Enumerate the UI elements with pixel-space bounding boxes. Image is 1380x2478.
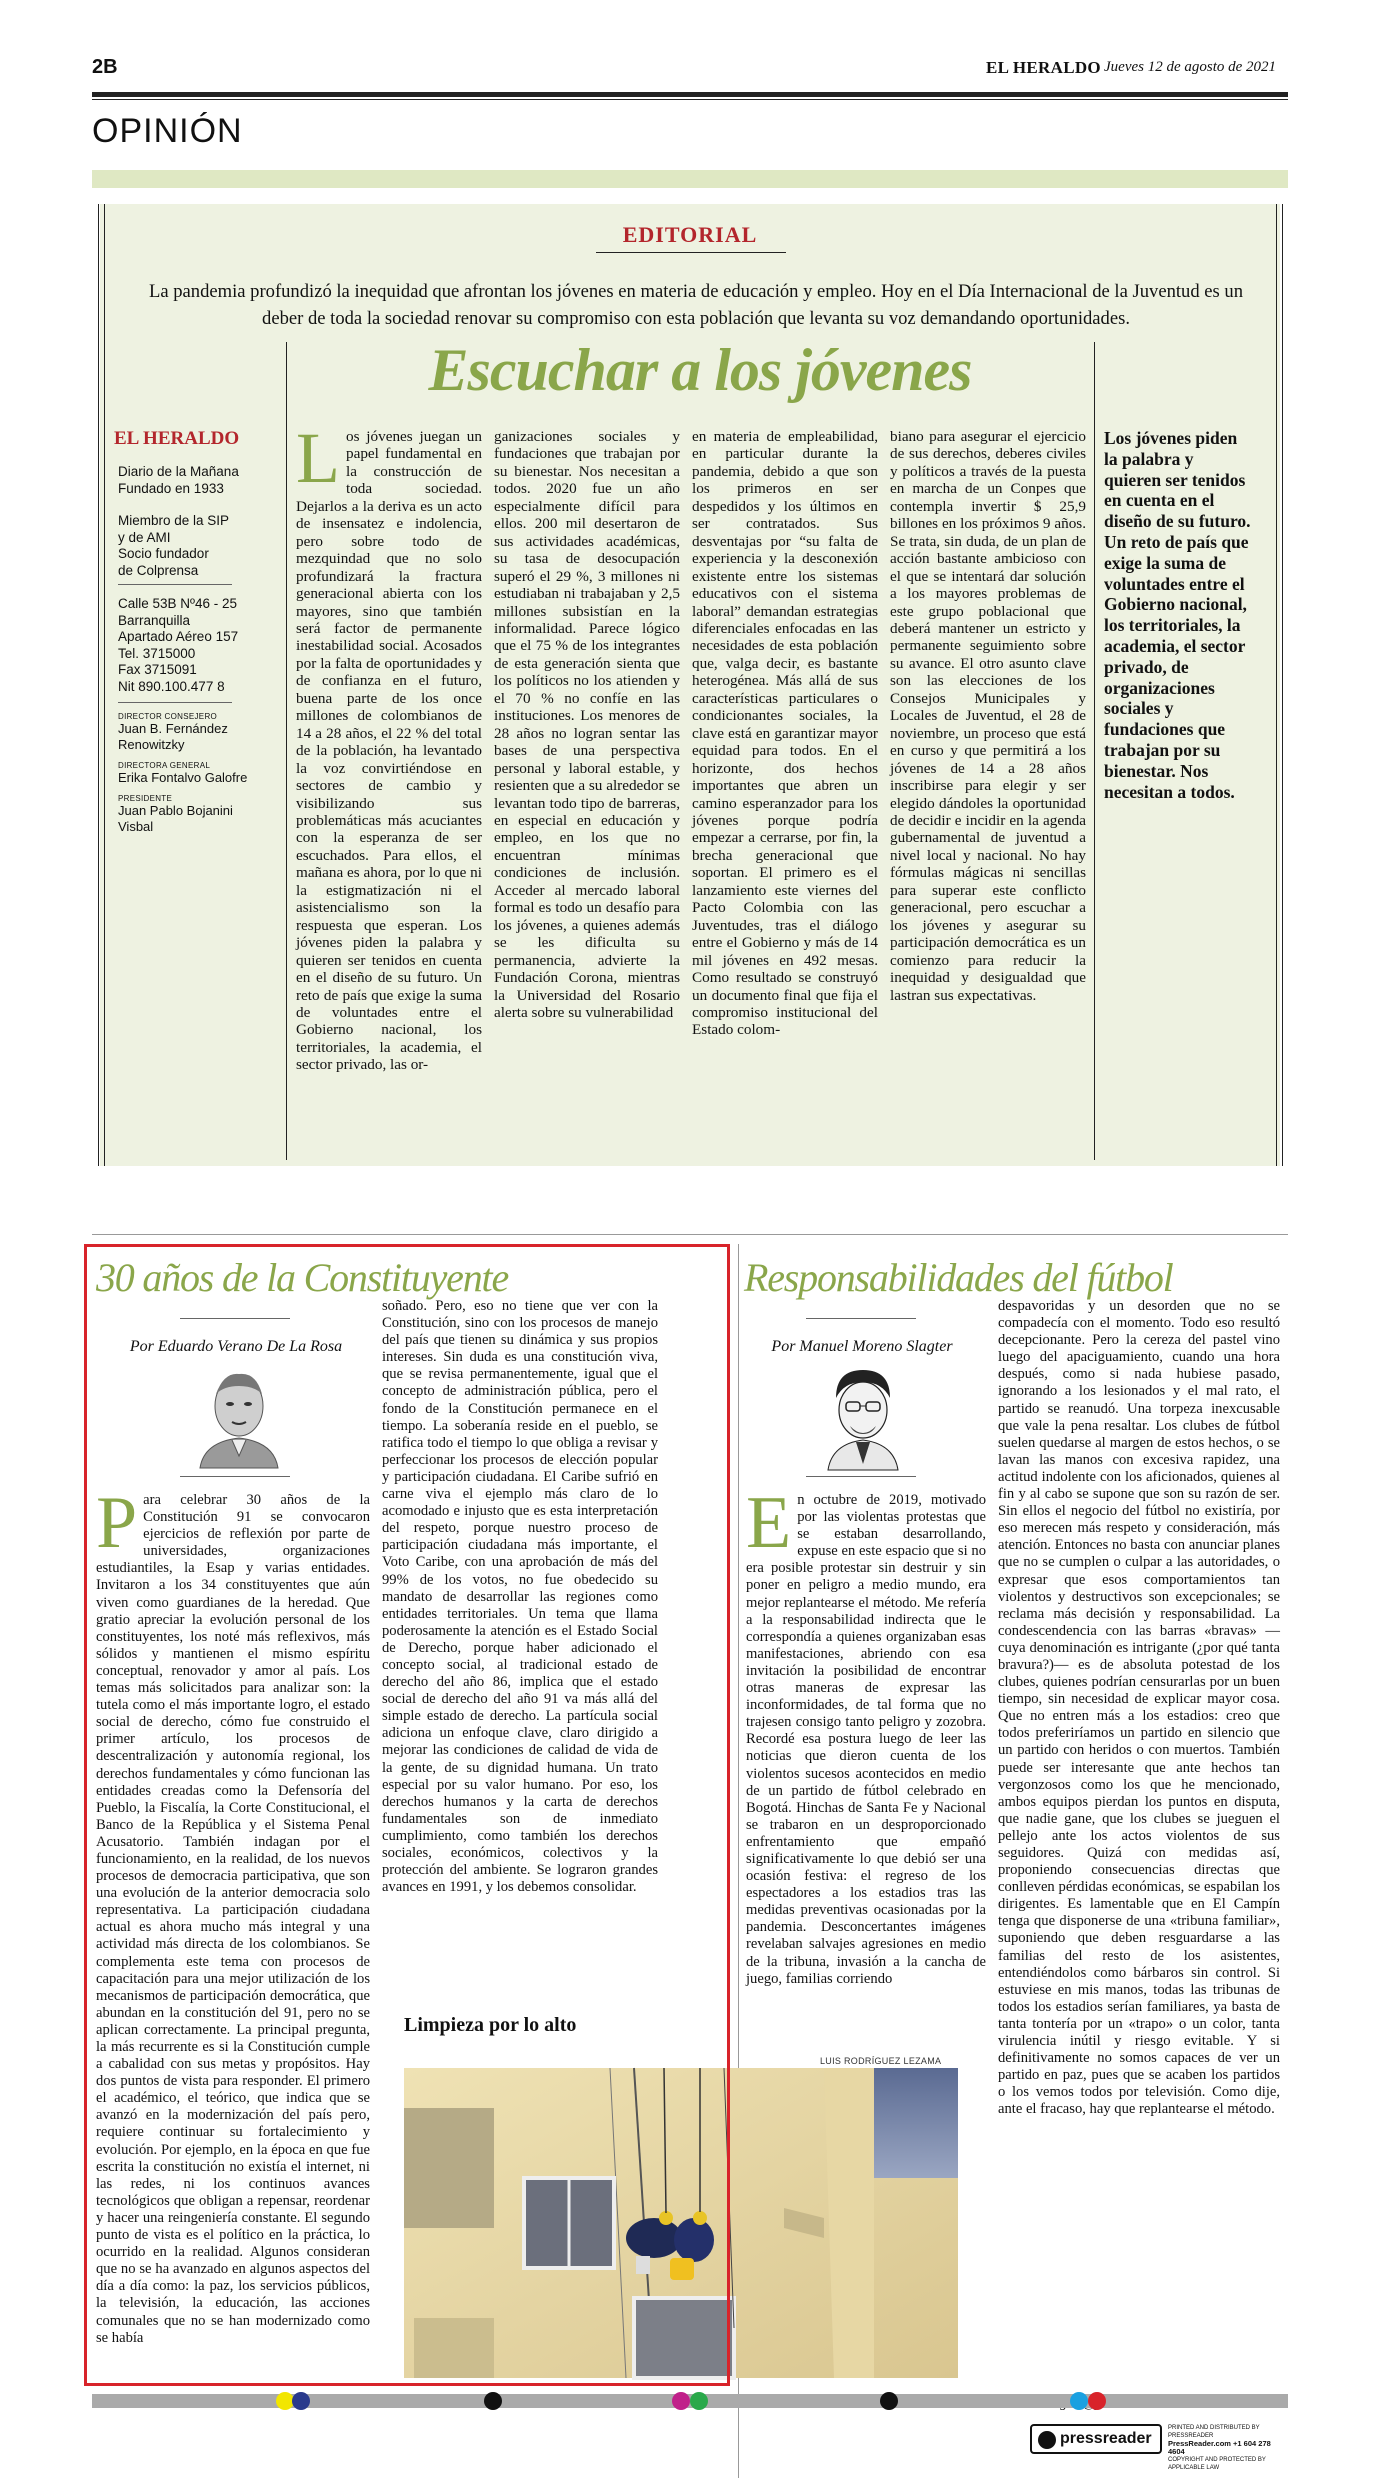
editorial-vrule-left [286,342,287,1160]
byline-rule [806,1318,916,1319]
masthead-divider [118,584,232,585]
staff-role: DIRECTORA GENERAL [118,761,211,770]
masthead-line: Apartado Aéreo 157 [118,629,239,644]
masthead-line: Fundado en 1933 [118,480,224,496]
staff-name: Erika Fontalvo Galofre [118,770,248,785]
header-date: Jueves 12 de agosto de 2021 [1104,59,1277,75]
registration-dot-black [484,2392,502,2410]
byline-rule [806,1476,916,1477]
editorial-title: Escuchar a los jóvenes [428,337,972,403]
column-left-byline: Por Eduardo Verano De La Rosa [129,1338,343,1355]
column-right-col-1-text: n octubre de 2019, motivado por las violentas protestas que se estaban desarrollando, expuse en este espacio que si no era posible protestar sin destruir y sin poner en peligro a medio mundo, era mejor replantearse el método. Me refería a la responsabilidad indirecta que le correspondía a quienes organizaban esas manifestaciones, abriendo con esa invitación la posibilidad de encontrar otras maneras de expresar las inconformidades, de tal forma que no trajesen consigo tanto peligro y zozobra. Recordé esa postura luego de leer las noticias que dieron cuenta de los violentos sucesos acontecidos en medio de un partido de fútbol celebrado en Bogotá. Hinchas de Santa Fe y Nacional se trabaron en un desproporcionado enfrentamiento que empañó significativamente lo que debió ser una ocasión festiva: el regreso de los espectadores a los estadios tras las medidas preventivas ocasionadas por la pandemia. Desconcertantes imágenes revelaban salvajes agresiones en medio de la tribuna, invasión a la cancha de juego, familias corriendo [746,1492,986,1987]
editorial-col-3: en materia de empleabilidad, en particular durante la pandemia, debido a que son los primeros en ser despedidos y los últimos en ser contratados. Sus desventajas por “su falta de experiencia y la desconexión existente entre los sistemas educativos con el sistema laboral” demandan estrategias diferenciales enfocadas en las necesidades de esta población que, valga decir, es bastante heterogénea. Más allá de sus características particulares o condicionantes sociales, la clave está en garantizar mayor equidad para todos. En el horizonte, dos hechos importantes que abren un camino esperanzador para los jóvenes porque podría empezar a cerrarse, por fin, la brecha generacional que soportan. El primero es el lanzamiento este viernes del Pacto Colombia con las Juventudes, tras el diálogo entre el Gobierno y más de 14 mil jóvenes en 492 mesas. Como resultado se construyó un documento final que fija el compromiso institucional del Estado colom- [692,428,878,1039]
section-separator [92,1234,1288,1235]
masthead-line: Nit 890.100.477 8 [118,678,225,694]
column-right-col-1: En octubre de 2019, motivado por las violentas protestas que se estaban desarrollando, expuse en este espacio que si no era posible protestar sin destruir y sin poner en peligro a medio mundo, era mejor replantearse el método. Me refería a la responsabilidad indirecta que le correspondía a quienes organizaban esas manifestaciones, abriendo con esa invitación la posibilidad de encontrar otras maneras de expresar las inconformidades, de tal forma que no trajesen consigo tanto peligro y zozobra. Recordé esa postura luego de leer las noticias que dieron cuenta de los violentos sucesos acontecidos en medio de un partido de fútbol celebrado en Bogotá. Hinchas de Santa Fe y Nacional se trabaron en un desproporcionado enfrentamiento que empañó significativamente lo que debió ser una ocasión festiva: el regreso de los espectadores a los estadios tras las medidas preventivas ocasionadas por la pandemia. Desconcertantes imágenes revelaban salvajes agresiones en medio de la tribuna, invasión a la cancha de juego, familias corriendo [746,1482,986,1987]
masthead-block-2 [118,596,238,695]
footer-copyright: COPYRIGHT AND PROTECTED BY APPLICABLE LAW [1168,2457,1266,2471]
footer-url: PressReader.com +1 604 278 4604 [1168,2439,1271,2456]
photo-credit: LUIS RODRÍGUEZ LEZAMA [820,2056,942,2066]
masthead-divider [118,702,232,703]
pressreader-icon [1038,2431,1056,2449]
pressreader-badge [1030,2424,1162,2454]
masthead-line: Socio fundador [118,546,209,561]
masthead-line: y de AMI [118,529,171,545]
staff-role: DIRECTOR CONSEJERO [118,712,218,721]
registration-dot-cyan [1070,2392,1088,2410]
registration-dot-red [1088,2392,1106,2410]
panel-border-left [98,204,99,1166]
editorial-vrule-right [1094,342,1095,1160]
editorial-col-1-text: os jóvenes juegan un papel fundamental en la construcción de toda sociedad. Dejarlos a la deriva es un acto de insensatez e indolencia, pero sobre todo de mezquindad que no solo profundizará la fractura generacional abierta con los mayores, sino que también será factor de permanente inestabilidad social. Acosados por la falta de oportunidades y de confianza en el futuro, buena parte de los once millones de colombianos de 14 a 28 años, el 22 % del total de la población, ha levantado la voz convirtiéndose en sectores de cambio y visibilizando sus problemáticas más acuciantes con la esperanza de ser escuchados. Para ellos, el mañana es ahora, por lo que ni la estigmatización ni el asistencialismo son la respuesta que esperan. Los jóvenes piden la palabra y quieren ser tenidos en cuenta en el diseño de su futuro. Un reto de país que exige la suma de voluntades entre el Gobierno nacional, los territoriales, la academia, el sector privado, las or- [296,428,482,1074]
masthead-line: de Colprensa [118,562,199,578]
column-left-title: 30 años de la Constituyente [96,1255,508,1300]
column-left-col-2: soñado. Pero, eso no tiene que ver con la Constitución, sino con los procesos de manejo del país que tienen su dinámica y sus propios intereses. Sin duda es una constitución viva, que se revisa permanentemente, igual que el concepto de administración pública, pero el fondo de la Constitución permanece en el tiempo. La soberanía reside en el pueblo, se ratifica todo el tiempo lo que obliga a revisar y perfeccionar los procesos de elección popular y participación ciudadana. El Caribe sufrió en carne viva el ejemplo más claro de lo acomodado e injusto que es esta interpretación del respeto, porque nuestro proceso de participación ciudadana más importante, el Voto Caribe, con una aprobación de más del 99% de los votos, no fue obedecido su mandato de desarrollar las regiones como entidades territoriales. Un tema que llama poderosamente la atención es el Estado Social de Derecho, porque haber adicionado el concepto social, al tradicional estado de derecho del año 86, implica que el estado social de derecho del año 91 va más allá del simple estado de derecho. La partícula social adiciona un enfoque clave, claro dirigido a mejorar las condiciones de calidad de vida de la gente, de su dignidad humana. Un trato especial por su valor humano. Por eso, los derechos humanos y la carta de derechos fundamentales son de inmediato cumplimiento, como también los derechos sociales, económicos, colectivos y la protección del ambiente. Se lograron grandes avances en 1991, y los debemos consolidar. [382,1298,658,1896]
editorial-pullquote: Los jóvenes piden la palabra y quieren ser tenidos en cuenta en el diseño de su futuro. Un reto de país que exige la suma de voluntades entre el Gobierno nacional, los territoriales, la academia, el sector privado, de organizaciones sociales y fundaciones que trabajan por su bienestar. Nos necesitan a todos. [1104,428,1251,802]
section-band [92,170,1288,188]
staff-name: Juan Pablo Bojanini Visbal [118,803,233,834]
kicker-underline [596,252,786,253]
editorial-col-1: Los jóvenes juegan un papel fundamental en la construcción de toda sociedad. Dejarlos a la deriva es un acto de insensatez e indolencia, pero sobre todo de mezquindad que no solo profundizará la fractura generacional abierta con los mayores, sino que también será factor de permanente inestabilidad social. Acosados por la falta de oportunidades y de confianza en el futuro, buena parte de los once millones de colombianos de 14 a 28 años, el 22 % del total de la población, ha levantado la voz convirtiéndose en sectores de cambio y visibilizando sus problemáticas más acuciantes con la esperanza de ser escuchados. Para ellos, el mañana es ahora, por lo que ni la estigmatización ni el asistencialismo son la respuesta que esperan. Los jóvenes piden la palabra y quieren ser tenidos en cuenta en el diseño de su futuro. Un reto de país que exige la suma de voluntades entre el Gobierno nacional, los territoriales, la academia, el sector privado, las or- [296,418,482,1074]
footer-print-note [1168,2424,1280,2472]
column-left-col-1: Para celebrar 30 años de la Constitución 91 se convocaron ejercicios de reflexión por parte de universidades, organizaciones estudiantiles, la Esap y varias entidades. Invitaron a los 34 constituyentes que aún viven como guardianes de la heredad. Que gratio apreciar la evolución personal de los constituyentes, los noté más reflexivos, más sólidos y mantienen el mismo espíritu conceptual, renovador y amor al país. Los temas más solicitados para analizar son: la tutela como el más importante logro, el estado social de derecho, cómo fue construido el primer artículo, los procesos de descentralización y autonomía regional, los derechos fundamentales y cómo funcionan las entidades creadas como la Defensoría del Pueblo, la Fiscalía, la Corte Constitucional, el Banco de la República y el Sistema Penal Acusatorio. También indagan por el funcionamiento, en la realidad, de los nuevos procesos de democracia participativa, que son una evolución de la anterior democracia solo representativa. La participación ciudadana actual es ahora mucho más integral y una actividad más directa de los colombianos. Se complementa este tema con procesos de capacitación para una mejor utilización de los mecanismos de participación democrática, que abundan en la constitución del 91, pero no se aplican correctamente. La principal pregunta, la más recurrente es si la Constitución cumple a cabalidad con sus metas y propósitos. Hay dos puntos de vista para responder. El primero el académico, el teórico, que indica que se avanzó en la modernización del país pero, requiere continuar su fortalecimiento y evolución. Por ejemplo, en la época en que fue escrita la constitución no existía el internet, ni las redes, ni los continuos avances tecnológicos que obligan a repensar, reordenar y hacer una reingeniería constante. El segundo punto de vista es el político en la práctica, lo ocurrido en la realidad. Algunos consideran que no se ha avanzado en algunos aspectos del día a día como: la paz, los servicios públicos, la televisión, la educación, las acciones comunales que no se han modernizado como se había [96,1482,370,2346]
staff-name: Juan B. Fernández Renowitzky [118,721,228,752]
pressreader-brand: pressreader [1060,2430,1152,2447]
masthead-line: Fax 3715091 [118,662,197,677]
panel-border-right2 [1282,204,1283,1166]
panel-border-right [1276,204,1277,1166]
column-right-title: Responsabilidades del fútbol [744,1255,1173,1300]
header-paper-name: EL HERALDO [986,58,1101,77]
page-number: 2B [92,56,118,78]
masthead-block-1 [118,464,239,579]
registration-dot-blue [292,2392,310,2410]
panel-border-left2 [104,204,105,1166]
photo-title: Limpieza por lo alto [404,2014,577,2036]
masthead-line: Diario de la Mañana [118,464,239,479]
editorial-kicker: EDITORIAL [622,222,758,247]
footer-print-note-text: PRINTED AND DISTRIBUTED BY PRESSREADER [1168,2425,1260,2439]
column-right-byline: Por Manuel Moreno Slagter [771,1338,953,1355]
editorial-lead: La pandemia profundizó la inequidad que afrontan los jóvenes en materia de educación y empleo. Hoy en el Día Internacional de la Juventud es un deber de toda la sociedad renovar su compromiso con esta población que levanta su voz demandando oportunidades. [148,281,1244,329]
highlight-box [84,1244,730,2386]
masthead-logo: EL HERALDO [114,428,240,449]
masthead-staff [118,712,278,835]
masthead-line: Miembro de la SIP [118,513,230,528]
editorial-col-4: biano para asegurar el ejercicio de sus derechos, deberes civiles y políticos a través de la puesta en marcha de un Conpes que contempla invertir $ 25,9 billones en los próximos 9 años. Se trata, sin duda, de un plan de acción bastante ambicioso con el que se intentará dar solución a los mayores problemas de este grupo poblacional que deberá mantener un estricto y permanente seguimiento sobre su avance. El otro asunto clave son las elecciones de los Consejos Municipales y Locales de Juventud, el 28 de noviembre, un proceso que está en curso y que permitirá a los jóvenes de 14 a 28 años inscribirse para elegir y ser elegido dándoles la oportunidad de decidir e incidir en la agenda gubernamental de juventud a nivel local y nacional. No hay fórmulas mágicas ni sencillas para superar este conflicto generacional, pero escuchar a los jóvenes y asegurar su participación democrática es un comienzo para reducir la inequidad y desigualdad que lastran sus expectativas. [890,428,1086,1004]
registration-dot-black [880,2392,898,2410]
masthead-line: Barranquilla [118,612,191,628]
header-rule-thick [92,92,1288,97]
staff-role: PRESIDENTE [118,794,173,803]
masthead-line: Tel. 3715000 [118,645,196,661]
section-title: OPINIÓN [92,112,243,150]
registration-dot-green [690,2392,708,2410]
registration-dot-magenta [672,2392,690,2410]
author-portrait-moreno [822,1364,904,1470]
column-left-col-1-text: ara celebrar 30 años de la Constitución 91 se convocaron ejercicios de reflexión por parte de universidades, organizaciones estudiantiles, la Esap y varias entidades. Invitaron a los 34 constituyentes que aún viven como guardianes de la heredad. Que gratio apreciar la evolución personal de los constituyentes, los noté más reflexivos, más sólidos y mantienen el mismo espíritu conceptual, renovador y amor al país. Los temas más solicitados para analizar son: la tutela como el más importante logro, el estado social de derecho, cómo fue construido el primer artículo, los procesos de descentralización y autonomía regional, los derechos fundamentales y cómo funcionan las entidades creadas como la Defensoría del Pueblo, la Fiscalía, la Corte Constitucional, el Banco de la República y el Sistema Penal Acusatorio. También indagan por el funcionamiento, en la realidad, de los nuevos procesos de democracia participativa, que son una evolución de la anterior democracia solo representativa. La participación ciudadana actual es ahora mucho más integral y una actividad más directa de los colombianos. Se complementa este tema con procesos de capacitación para una mejor utilización de los mecanismos de participación democrática, que abundan en la constitución del 91, pero no se aplican correctamente. La principal pregunta, la más recurrente es si la Constitución cumple a cabalidad con sus metas y propósitos. Hay dos puntos de vista para responder. El primero el académico, el teórico, que indica que se avanzó en la modernización del país pero, requiere continuar su fortalecimiento y evolución. Por ejemplo, en la época en que fue escrita la constitución no existía el internet, ni las redes, ni los continuos avances tecnológicos que obligan a repensar, reordenar y hacer una reingeniería constante. El segundo punto de vista es el político en la práctica, lo ocurrido en la realidad. Algunos consideran que no se ha avanzado en algunos aspectos del día a día como: la paz, los servicios públicos, la televisión, la educación, las acciones comunales que no se han modernizado como se había [96,1492,370,2346]
header-rule-thin [92,99,1288,100]
masthead-line: Calle 53B Nº46 - 25 [118,596,237,611]
column-right-col-2: despavoridas y un desorden que no se compadecía con el momento. Todo eso resultó decepcionante. Pero la cereza del pastel vino luego del apaciguamiento, cuando una hora después, como si nada hubiese pasado, ignorando a los lesionados y el mal rato, el partido se reanudó. Una torpeza inexcusable que vale la pena resaltar. Los clubes de fútbol suelen quedarse al margen de estos hechos, o se lavan las manos con excesiva rapidez, una actitud indolente con los aficionados, quienes al fin y al cabo se supone que son su razón de ser. Sin ellos el negocio del fútbol no existiría, por eso merecen más respeto y consideración, más atención. Entonces no basta con anunciar planes que no se cumplen o culpar a las autoridades, o expresar que esos comportamientos tan violentos y destructivos son excepcionales; se reclama más decisión y responsabilidad. La condescendencia con las barras «bravas» —cuya denominación es intrigante (¿por qué tanta bravura?)— es de absoluta potestad de los clubes, quienes podrían censurarlas por un buen tiempo, sin necesidad de explicar mayor cosa. Que no entren más a los estadios: creo que todos preferiríamos un partido en silencio que un partido con heridos o con muertos. También puede ser interesante que ante hechos tan vergonzosos como los que he mencionado, ambos equipos pierdan los puntos en disputa, que nadie gane, que los clubes se jueguen el pellejo ante los actos violentos de sus seguidores. Quizá con medidas así, proponiendo consecuencias directas que conlleven pérdidas económicas, se espabilan los dirigentes. Es lamentable que en El Campín tenga que disponerse de una «tribuna familiar», suponiendo que deben resguardarse a las familias del resto de los asistentes, entendiéndolos como bárbaros sin control. Si estuviese en mis manos, todas las tribunas de todos los estadios serían familiares, ya basta de tanta tontería por un «trapo» o un color, tanta virulencia inútil y riesgo evitable. Y si definitivamente no somos capaces de ver un partido en paz, pues que se acaben los partidos o los vemos todos por televisión. Como dije, ante el fracaso, hay que replantearse el método. [998,1298,1280,2118]
editorial-col-2: ganizaciones sociales y fundaciones que trabajan por su bienestar. Nos necesitan a todos. 2020 fue un año especialmente difícil para ellos. 200 mil desertaron de sus actividades académicas, su tasa de desocupación superó el 29 %, 3 millones ni estudiaban ni trabajaban y 2,5 millones subsistían en la informalidad. Parece lógico que el 75 % de los integrantes de esta generación sienta que los políticos no los atienden y el 70 % no confíe en las instituciones. Los menores de 28 años no logran sentar las bases de una perspectiva personal y laboral estable, y resienten que a su alrededor se levantan todo tipo de barreras, en especial en educación y empleo, en los que no encuentran mínimas condiciones de inclusión. Acceder al mercado laboral formal es todo un desafío para los jóvenes, a quienes además se les dificulta su permanencia, advierte la Fundación Corona, mientras la Universidad del Rosario alerta sobre su vulnerabilidad [494,428,680,1021]
